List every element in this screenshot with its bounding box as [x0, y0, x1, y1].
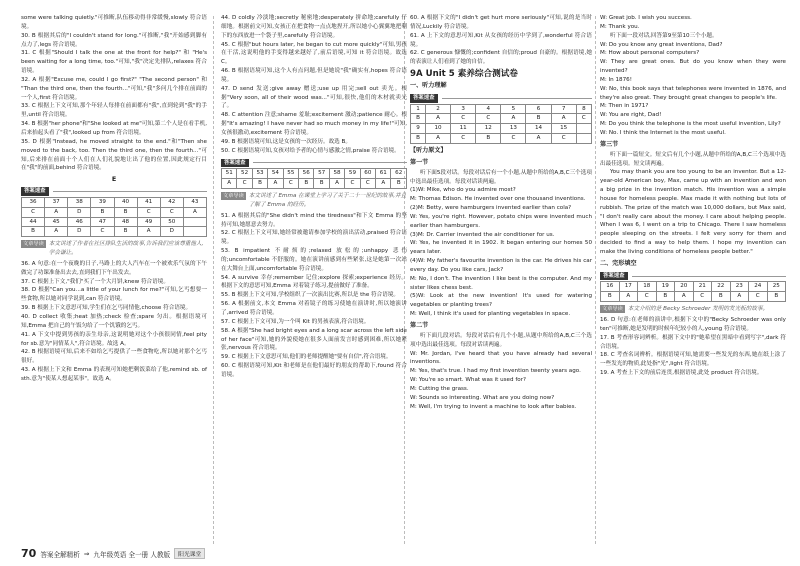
dialog-line: M: In 1876! — [600, 76, 632, 83]
answer-bar — [600, 272, 786, 281]
part-heading: 第一节 — [410, 158, 429, 166]
answer-paragraph: 47. D send 发送;give away 赠送;use up 用完;sell out 卖光。根据"Very soon, all of their wood was..."可知,很快,他们的木材就卖光了。 — [221, 85, 407, 110]
answer-paragraph: 54. A survive 幸存;remember 记住;explore 探索;experience 经历。根据下文的意思可知,Emma 对着镜子练习,提前做好了准备。 — [221, 274, 407, 290]
dialog-line: W: Great job. I wish you success. — [600, 15, 692, 21]
dialog-line: M: Well, I think it's used for planting vegetables in space. — [410, 311, 571, 318]
answer-paragraph: 49. B 根据语境可知,这是女孩的一次经历。故选 B。 — [221, 138, 351, 145]
column-divider — [213, 16, 214, 544]
dialog-line: W: You're so smart. What was it used for? — [410, 377, 526, 384]
answer-paragraph: 33. C 根据上下文可知,那个年轻人每排在前面都有"我",直到轮到"我"的手里,until 符合语境。 — [21, 103, 207, 119]
answer-paragraph: 40. D collect 收集;heat 加热;check 检查;spare 匀出。根据语境可知,Emma 把自己的午饭匀给了一个饥饿的乞丐。 — [21, 314, 207, 329]
unit-title: 9A Unit 5 素养综合测试卷 — [410, 69, 518, 80]
answer-table: 36 37 38 39 40 41 42 43 C A D B B C C A 44 45 46 47 48 49 50 B A D C B A D — [21, 197, 207, 237]
section-heading: 一、听力理解 — [410, 81, 447, 89]
dialog-line: M: Yes, that's true. I had my first invention twenty years ago. — [410, 368, 581, 375]
answer-paragraph: 62. C generous 慷慨的;confident 自信的;proud 自豪的。根据语境,她的表演让人们看到了她的自信。 — [410, 50, 592, 66]
guide-tag: 文章导读 — [602, 306, 623, 313]
answer-paragraph: 39. B 根据上下文意思可知,学生们在乞丐同情他,choose 符合语境。 — [21, 305, 192, 312]
column-3 — [410, 14, 592, 411]
dialog-line: (5)W: Look at the new invention! It's used for watering vegetables or planting trees? — [410, 293, 592, 309]
answer-paragraph: some were talking quietly."可推断,队伍移动得非常缓慢,slowly 符合语境。 — [21, 15, 207, 30]
answer-paragraph: 59. C 根据上下文意思可知,他们的老师提醒她"要有自信",符合语境。 — [221, 354, 392, 361]
answer-paragraph: 30. B 根据其后的"I couldn't stand for long."可推断,"我"开始感到脚有点力了,legs 符合语境。 — [21, 32, 207, 48]
answer-paragraph: 57. C 根据上下文可知,为一个叫 Kit 的男孩表演,符合语境。 — [221, 318, 370, 325]
guide-tag: 文章导读 — [23, 241, 44, 248]
answer-bar — [21, 187, 207, 196]
script-label: 【听力原文】 — [410, 146, 447, 154]
answer-paragraph: 56. A 根据前文,本文 Emma 对着镜子的练习使她在演讲时,所以她演讲了,arrived 符合语境。 — [221, 301, 407, 316]
dialog-line: M: Then in 1971? — [600, 103, 649, 110]
instruction-text: 听下面几段对话。每段对话后有几个小题,从题中所给的A,B,C三个选项中选出最佳选项。每段对话读两遍。 — [410, 332, 592, 348]
instruction-text: 听下面一段对话,回答第9至第10三个小题。 — [610, 32, 718, 39]
dialog-line: M: Thank you. — [600, 23, 640, 30]
dialog-line: (4)W: My father's favourite invention is the car. He drives his car every day. Do you like cars, Jack? — [410, 258, 592, 273]
answer-paragraph: 58. A 根据"She had bright eyes and a long scar across the left side of her face"可知,她的外貌使她在很多人面前发言时感到困难,所以她紧张,nervous 符合语境。 — [221, 327, 407, 352]
answer-paragraph: 53. B impatient 不耐烦的;relaxed 放松的;unhappy 悲伤的;uncomfortable 不舒服的。她在演讲前感到有些紧张,这是她第一次站在大舞台上面,uncomfortable 符合语境。 — [221, 248, 407, 272]
answer-paragraph: 61. A 上下文的意思可知,Kit 从女孩的经历中学到了,wonderful 符合语境。 — [410, 32, 592, 48]
column-1 — [21, 14, 207, 384]
article-guide — [600, 305, 786, 314]
answer-paragraph: 43. A 根据上下文和 Emma 的表现可知她把剩饭菜给了他,remind sb. of sth.意为"使某人想起某事"。故选 A。 — [21, 367, 207, 382]
dialog-line: (1)W: Mike, who do you admire most? — [410, 187, 516, 194]
dialog-line: (2)M: Betty, were hamburgers invented earlier than cola? — [410, 205, 572, 212]
dialog-line: M: How about personal computers? — [600, 50, 700, 57]
dialog-line: M: Well, I'm trying to invent a machine to look after babies. — [410, 403, 577, 410]
column-divider — [595, 16, 596, 544]
guide-tag: 文章导读 — [223, 193, 244, 200]
dialog-line: W: Mr. Jordan, I've heard that you have already had several inventions. — [410, 350, 592, 366]
instruction-text: 听下面一篇短文。短文后有几个小题,从题中所给的A,B,C三个选项中选出最佳选项。短文读两遍。 — [600, 151, 786, 167]
dialog-line: (3)M: Dr. Carrier invented the air conditioner for us. — [410, 231, 555, 238]
dialog-line: W: They are great ones. But do you know when they were invented? — [600, 59, 786, 75]
answer-bar — [410, 94, 592, 103]
page-number: 70 — [21, 547, 37, 560]
dialog-line: W: You are right, Dad! — [600, 112, 662, 119]
answer-table: 1 2 3 4 5 6 7 8 B A C C A B A C 9 10 11 12 13 14 15 B A C B C A C — [410, 104, 592, 144]
column-4 — [600, 14, 786, 378]
answer-paragraph: 18. C 考查名词辨析。根据语境可知,她需要一些发光的东西,她在纸上涂了一些发光的物质,此处指"光",light 符合语境。 — [600, 352, 786, 368]
part-heading: 第三节 — [600, 140, 619, 148]
dialog-line: M: No, I don't. The invention I like best is the computer. And my sister likes chess best. — [410, 275, 592, 291]
page-footer — [21, 547, 205, 560]
guide-text: 本文讲述了 Emma 在课堂上学习了关于二十一世纪的故事,并且了解了 Emma 的经历。 — [248, 193, 407, 208]
answer-paragraph: 55. B 根据上下文可知,学校组织了一次演出比赛,所以是 the 符合语境。 — [221, 292, 400, 299]
answer-paragraph: 38. D 根据"Can you...a little of your lunch for me?"可知,乞丐想要一些食物,所以她对同学说到,can 符合语境。 — [21, 287, 207, 303]
answer-paragraph: 37. C 根据上下文,"我们"买了一个大月饼,knew 符合语境。 — [21, 278, 169, 285]
answer-paragraph: 60. C 根据语境可知,Kit 和老师是在他们最好的朋友的帮助下,found 符合语境。 — [221, 363, 407, 378]
dialog-line: W: Yes, he invented it in 1902. It began entering our homes 50 years later. — [410, 240, 592, 256]
dialog-line: W: Sounds so interesting. What are you doing now? — [410, 394, 555, 401]
answer-paragraph: 42. B 根据语境可知,后来不如给乞丐提供了一些食物吃,所以她对那个乞丐很好。 — [21, 349, 207, 365]
book-info: 九年级英语 全一册 人教版 — [93, 550, 171, 559]
answer-tag: 答案速查 — [410, 94, 438, 103]
dialog-line: W: No. I think the Internet is the most useful. — [600, 129, 726, 136]
answer-tag: 答案速查 — [600, 272, 628, 281]
dialog-line: M: Do you think the telephone is the most useful invention, Lily? — [600, 121, 781, 128]
arrow-icon: ⇒ — [83, 549, 90, 558]
answer-paragraph: 48. C attention 注意;shame 羞耻;excitement 激动;patience 耐心。根据"It's amazing! I have never had so much money in my life!"可知,女孩很激动,excitement 符合语境。 — [221, 112, 407, 136]
answer-tag: 答案速查 — [221, 159, 249, 168]
article-guide — [221, 192, 407, 210]
answer-bar — [221, 159, 407, 168]
dialog-line: W: No, this book says that telephones were invented in 1876, and they're also great. They brought great changes to people's life. — [600, 85, 786, 101]
answer-paragraph: 46. B 根据语境可知,这个人有点问题,但是她说"我"确实有,hopes 符合语境。 — [221, 68, 407, 83]
answer-paragraph: 19. A 考查上下文的前后连贯,根据语境,此处 product 符合语境。 — [600, 370, 763, 377]
book-title: 答案全解精析 — [40, 550, 80, 559]
section-heading: E — [111, 175, 117, 184]
answer-paragraph: 45. C 根据"but hours later, he began to cut more quickly"可知,男孩在干活,这说明他的手变得越来越好了,前后语境,可知 it 符合语境。故选 C。 — [221, 41, 407, 66]
dialog-line: W: Yes, you're right. However, potato chips were invented much earlier than hamburgers. — [410, 213, 592, 229]
part-heading: 第二节 — [410, 322, 429, 329]
answer-paragraph: 16. D 句意:在老师的演讲中,根据下文中的"Becky Schroeder was only ten"可推断,她是发明的时候年纪较小的人,young 符合语境。 — [600, 317, 786, 332]
guide-text: 本文介绍的是 Becky Schroeder 发明的发光板的故事。 — [627, 306, 769, 313]
answer-paragraph: 44. D coldly 冷淡地;secretly 秘密地;desperately 拼命地;carefully 仔细地。根据前文可知,女孩正在把食物一点点地捏开,所以她小心翼翼地把剩下的东西放进一个袋子里,carefully 符合语境。 — [221, 15, 407, 39]
passage-text: You may thank you are too young to be an inventor. But a 12-year-old American boy, Max, came up with an invention and won a big prize in the invention match. His invention was a simple house for homeless people. Max made it with nothing but lots of rubbish. The prize of the match was 10,000 dollars, but Max said, "I don't really care about the money. I care about helping people. When I was 6, I went on a trip to Chicago. There I saw homeless people sleeping on the streets. I felt very sorry for them and decided to find a way to help them. I hope my invention can make the living conditions of homeless people better." — [600, 169, 786, 255]
dialog-line: M: Thomas Edison. He invented over one thousand inventions. — [410, 196, 586, 203]
answer-paragraph: 60. A 根据下文的"I didn't get hurt more seriously"可知,说的是当时情况,Luckily 符合语境。 — [410, 15, 592, 30]
answer-table: 16 17 18 19 20 21 22 23 24 25 B A C B A C B A C B — [600, 281, 786, 302]
dialog-line: W: Do you know any great inventions, Dad? — [600, 41, 723, 48]
answer-paragraph: 50. C 根据语境可知,女孩对给予者的心情与感激之情,praise 符合语境。 — [221, 147, 400, 154]
column-2 — [221, 14, 407, 380]
answer-paragraph: 32. A 根据"Excuse me, could I go first?" "The second person" 和 "Than the third one, then the fourth..."可知,"我"多问几个排在前面的一个人,first 符合语境。 — [21, 76, 207, 101]
instruction-text: 听下面5段对话。每段对话后有一个小题,从题中所给的A,B,C三个选项中选出最佳选项。每段对话读两遍。 — [410, 169, 592, 185]
answer-paragraph: 35. D 根据"Instead, he moved straight to the end."和"Then she moved to the back, too. Then the third one, then the fourth..."可知,后来排在前面十个人们在人们礼貌地让出了他的位置,因此规定行目在"我"的前面,behind 符合语境。 — [21, 138, 207, 172]
answer-paragraph: 41. A 下文中提到男孩的亲生母亲,这说明她对这个小孩很同情,feel pity for sb.意为"同情某人",符合语境。故选 A。 — [21, 331, 207, 347]
brand-logo: 阳光课堂 — [174, 548, 205, 559]
answer-paragraph: 31. C 根据"Should I talk the one at the front for help?" 和 "He's been waiting for a long time, too."可知,"我"决定先排队,relaxes 符合语境。 — [21, 50, 207, 75]
answer-paragraph: 17. B 考查形容词辨析。根据下文中的"她希望在黑暗中看到写字",dark 符合语境。 — [600, 334, 786, 350]
answer-paragraph: 34. B 根据"her phone"和"She looked at me"可知,第二个人是在看手机,后来抬起头看了"我",looked up from 符合语境。 — [21, 121, 207, 136]
answer-paragraph: 36. A 句意:在一个夜晚的日子,马路上的大人汽车在一个被欢乐气氛的下午做完了功课准备出去去,直到我们下午出发去。 — [21, 260, 207, 276]
answer-table: 51 52 53 54 55 56 57 58 59 60 61 62 A C B A C B B A C C A B — [221, 168, 407, 189]
section-heading: 二、完形填空 — [600, 259, 637, 267]
guide-text: 本文讲述了作者在社区排队生活的故事,告诉我们应该尊重他人,学会谦让。 — [48, 241, 204, 257]
answer-paragraph: 52. C 根据上下文可知,她经常被邀请参加学校的演出活动,praised 符合语境。 — [221, 230, 407, 246]
answer-tag: 答案速查 — [21, 187, 49, 196]
dialog-line: M: Cutting the grass. — [410, 385, 469, 392]
article-guide — [21, 240, 207, 258]
answer-paragraph: 51. A 根据其后的"She didn't mind the tiredness"和下文 Emma 的坚持可知,她愿意去努力。 — [221, 212, 407, 228]
